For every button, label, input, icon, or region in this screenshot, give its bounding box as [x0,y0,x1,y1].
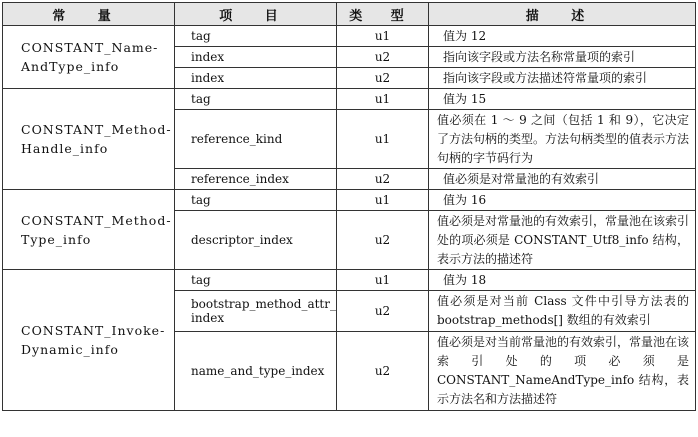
item-cell: reference_index [175,169,337,190]
constant-name-cell [3,190,175,270]
constant-name-cell [3,26,175,89]
type-cell: u2 [337,47,429,68]
constant-pool-table [2,2,696,411]
type-cell: u2 [337,169,429,190]
type-cell: u1 [337,89,429,110]
description-cell: 值为 18 [429,270,696,291]
item-line: bootstrap_method_attr_ [191,297,336,311]
type-cell: u1 [337,110,429,169]
item-cell: index [175,68,337,89]
table-row [3,270,696,291]
description-cell: 指向该字段或方法名称常量项的索引 [429,47,696,68]
type-cell: u2 [337,211,429,270]
description-cell: 值为 12 [429,26,696,47]
type-cell: u1 [337,270,429,291]
table-row [3,26,696,47]
type-cell: u2 [337,68,429,89]
header-item: 项 目 [175,3,337,26]
header-type: 类 型 [337,3,429,26]
item-cell: tag [175,89,337,110]
type-cell: u2 [337,332,429,411]
item-cell [175,291,337,332]
constant-name-line: CONSTANT_Method- [21,122,172,137]
table-row [3,89,696,110]
description-cell: 值必须是对常量池的有效索引，常量池在该索引处的项必须是 CONSTANT_Utf8_info 结构，表示方法的描述符 [429,211,696,270]
description-cell: 值必须是对常量池的有效索引 [429,169,696,190]
description-cell: 值必须是对当前常量池的有效索引，常量池在该索引处的项必须是 CONSTANT_NameAndType_info 结构，表示方法名和方法描述符 [429,332,696,411]
description-cell: 值必须在 1 ～ 9 之间（包括 1 和 9），它决定了方法句柄的类型。方法句柄类型的值表示方法句柄的字节码行为 [429,110,696,169]
description-cell: 值为 15 [429,89,696,110]
item-cell: index [175,47,337,68]
constant-name-cell [3,89,175,190]
item-cell: tag [175,26,337,47]
header-constant: 常 量 [3,3,175,26]
item-cell: tag [175,190,337,211]
type-cell: u1 [337,190,429,211]
description-cell: 值必须是对当前 Class 文件中引导方法表的 bootstrap_methods[] 数组的有效索引 [429,291,696,332]
header-row [3,3,696,26]
constant-name-line: CONSTANT_Invoke- [21,323,166,338]
header-description: 描 述 [429,3,696,26]
description-cell: 值为 16 [429,190,696,211]
constant-name-line: AndType_info [21,59,120,74]
constant-name-line: CONSTANT_Name- [21,40,159,55]
item-cell: reference_kind [175,110,337,169]
constant-name-line: Type_info [21,231,92,247]
constant-name-line: CONSTANT_Method- [21,212,172,228]
type-cell: u2 [337,291,429,332]
constant-name-cell [3,270,175,411]
description-cell: 指向该字段或方法描述符常量项的索引 [429,68,696,89]
item-cell: descriptor_index [175,211,337,270]
constant-name-line: Dynamic_info [21,342,119,357]
type-cell: u1 [337,26,429,47]
table-row [3,190,696,211]
item-line: index [191,311,225,325]
constant-name-line: Handle_info [21,141,109,156]
item-cell: name_and_type_index [175,332,337,411]
item-cell: tag [175,270,337,291]
